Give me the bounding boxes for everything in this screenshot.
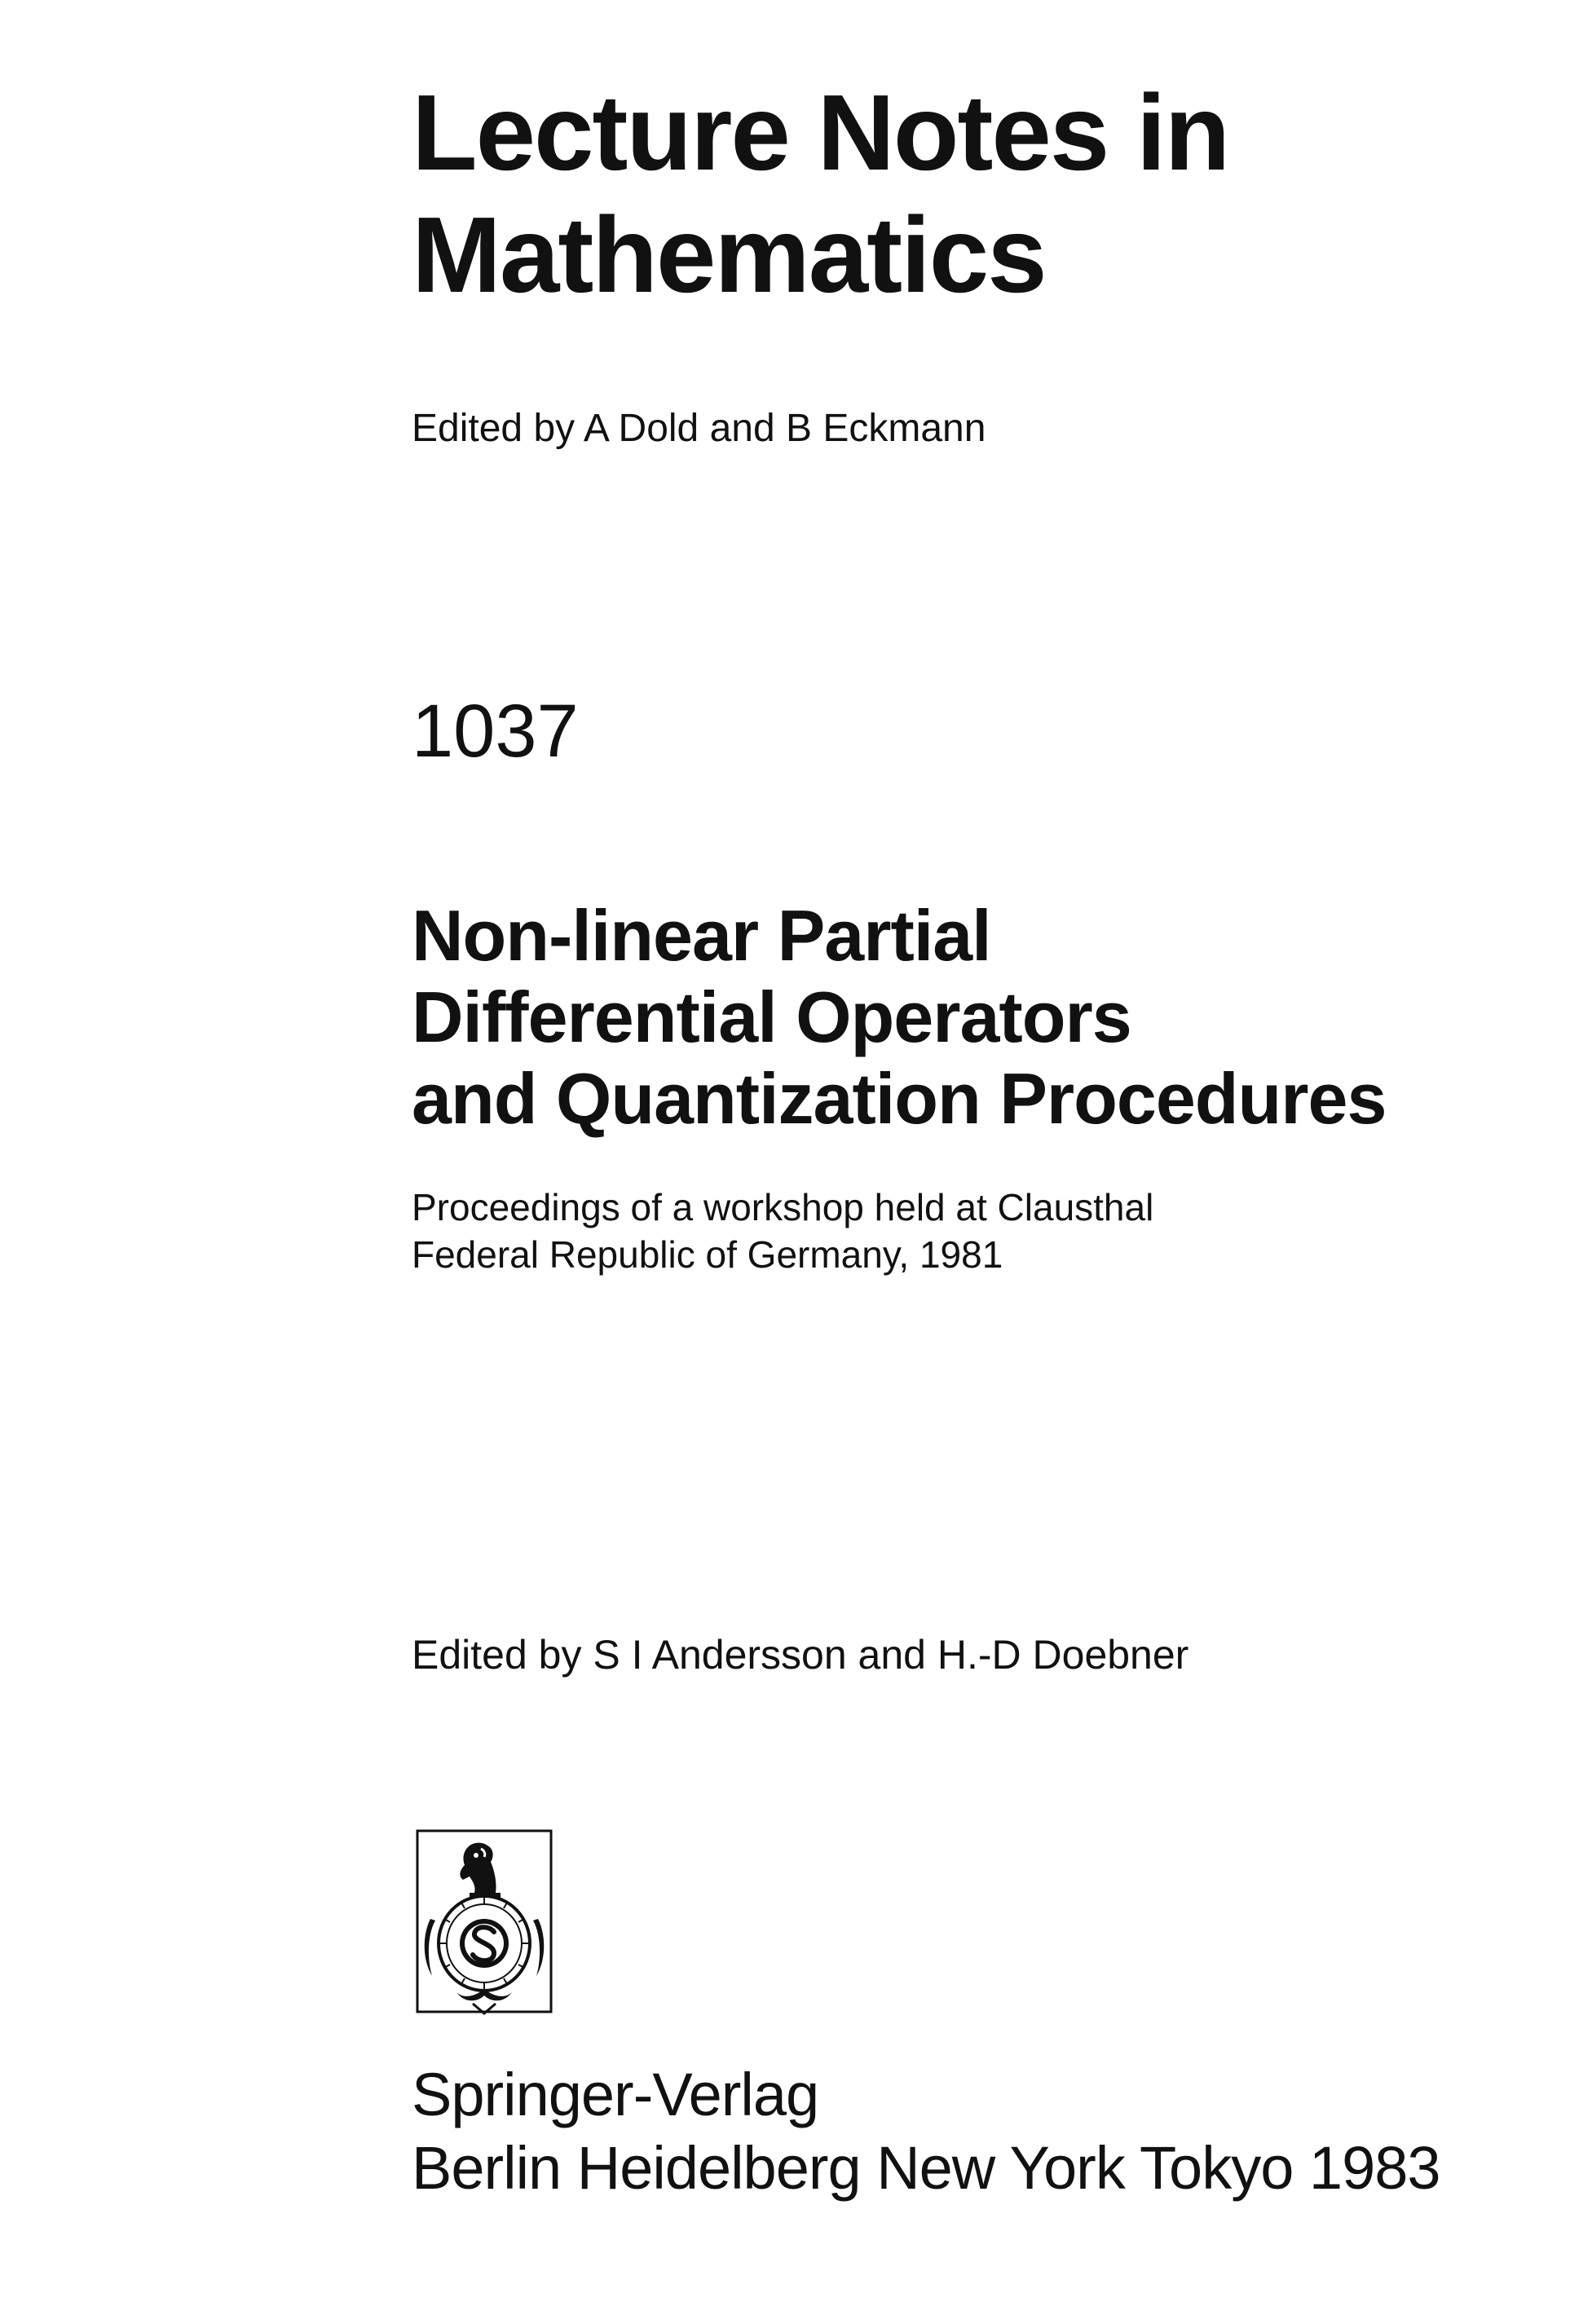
series-title-line-2: Mathematics [412,195,1046,315]
book-title-line-2: Differential Operators [412,977,1131,1057]
series-editors: Edited by A Dold and B Eckmann [412,407,986,450]
publisher-locations: Berlin Heidelberg New York Tokyo 1983 [412,2134,1440,2202]
book-title [412,895,1386,1140]
volume-number: 1037 [412,690,579,773]
springer-knight-seal-icon [416,1829,553,2023]
book-editors: Edited by S I Andersson and H.-D Doebner [412,1632,1189,1678]
publisher-name: Springer-Verlag [412,2061,819,2128]
book-subtitle-line-2: Federal Republic of Germany, 1981 [412,1233,1003,1276]
publisher-imprint [412,2058,1440,2205]
book-title-line-3: and Quantization Procedures [412,1058,1387,1139]
series-title-line-1: Lecture Notes in [412,73,1229,192]
series-title [412,72,1228,316]
book-title-line-1: Non-linear Partial [412,895,991,976]
book-subtitle [412,1184,1153,1278]
book-subtitle-line-1: Proceedings of a workshop held at Clausthal [412,1186,1154,1228]
